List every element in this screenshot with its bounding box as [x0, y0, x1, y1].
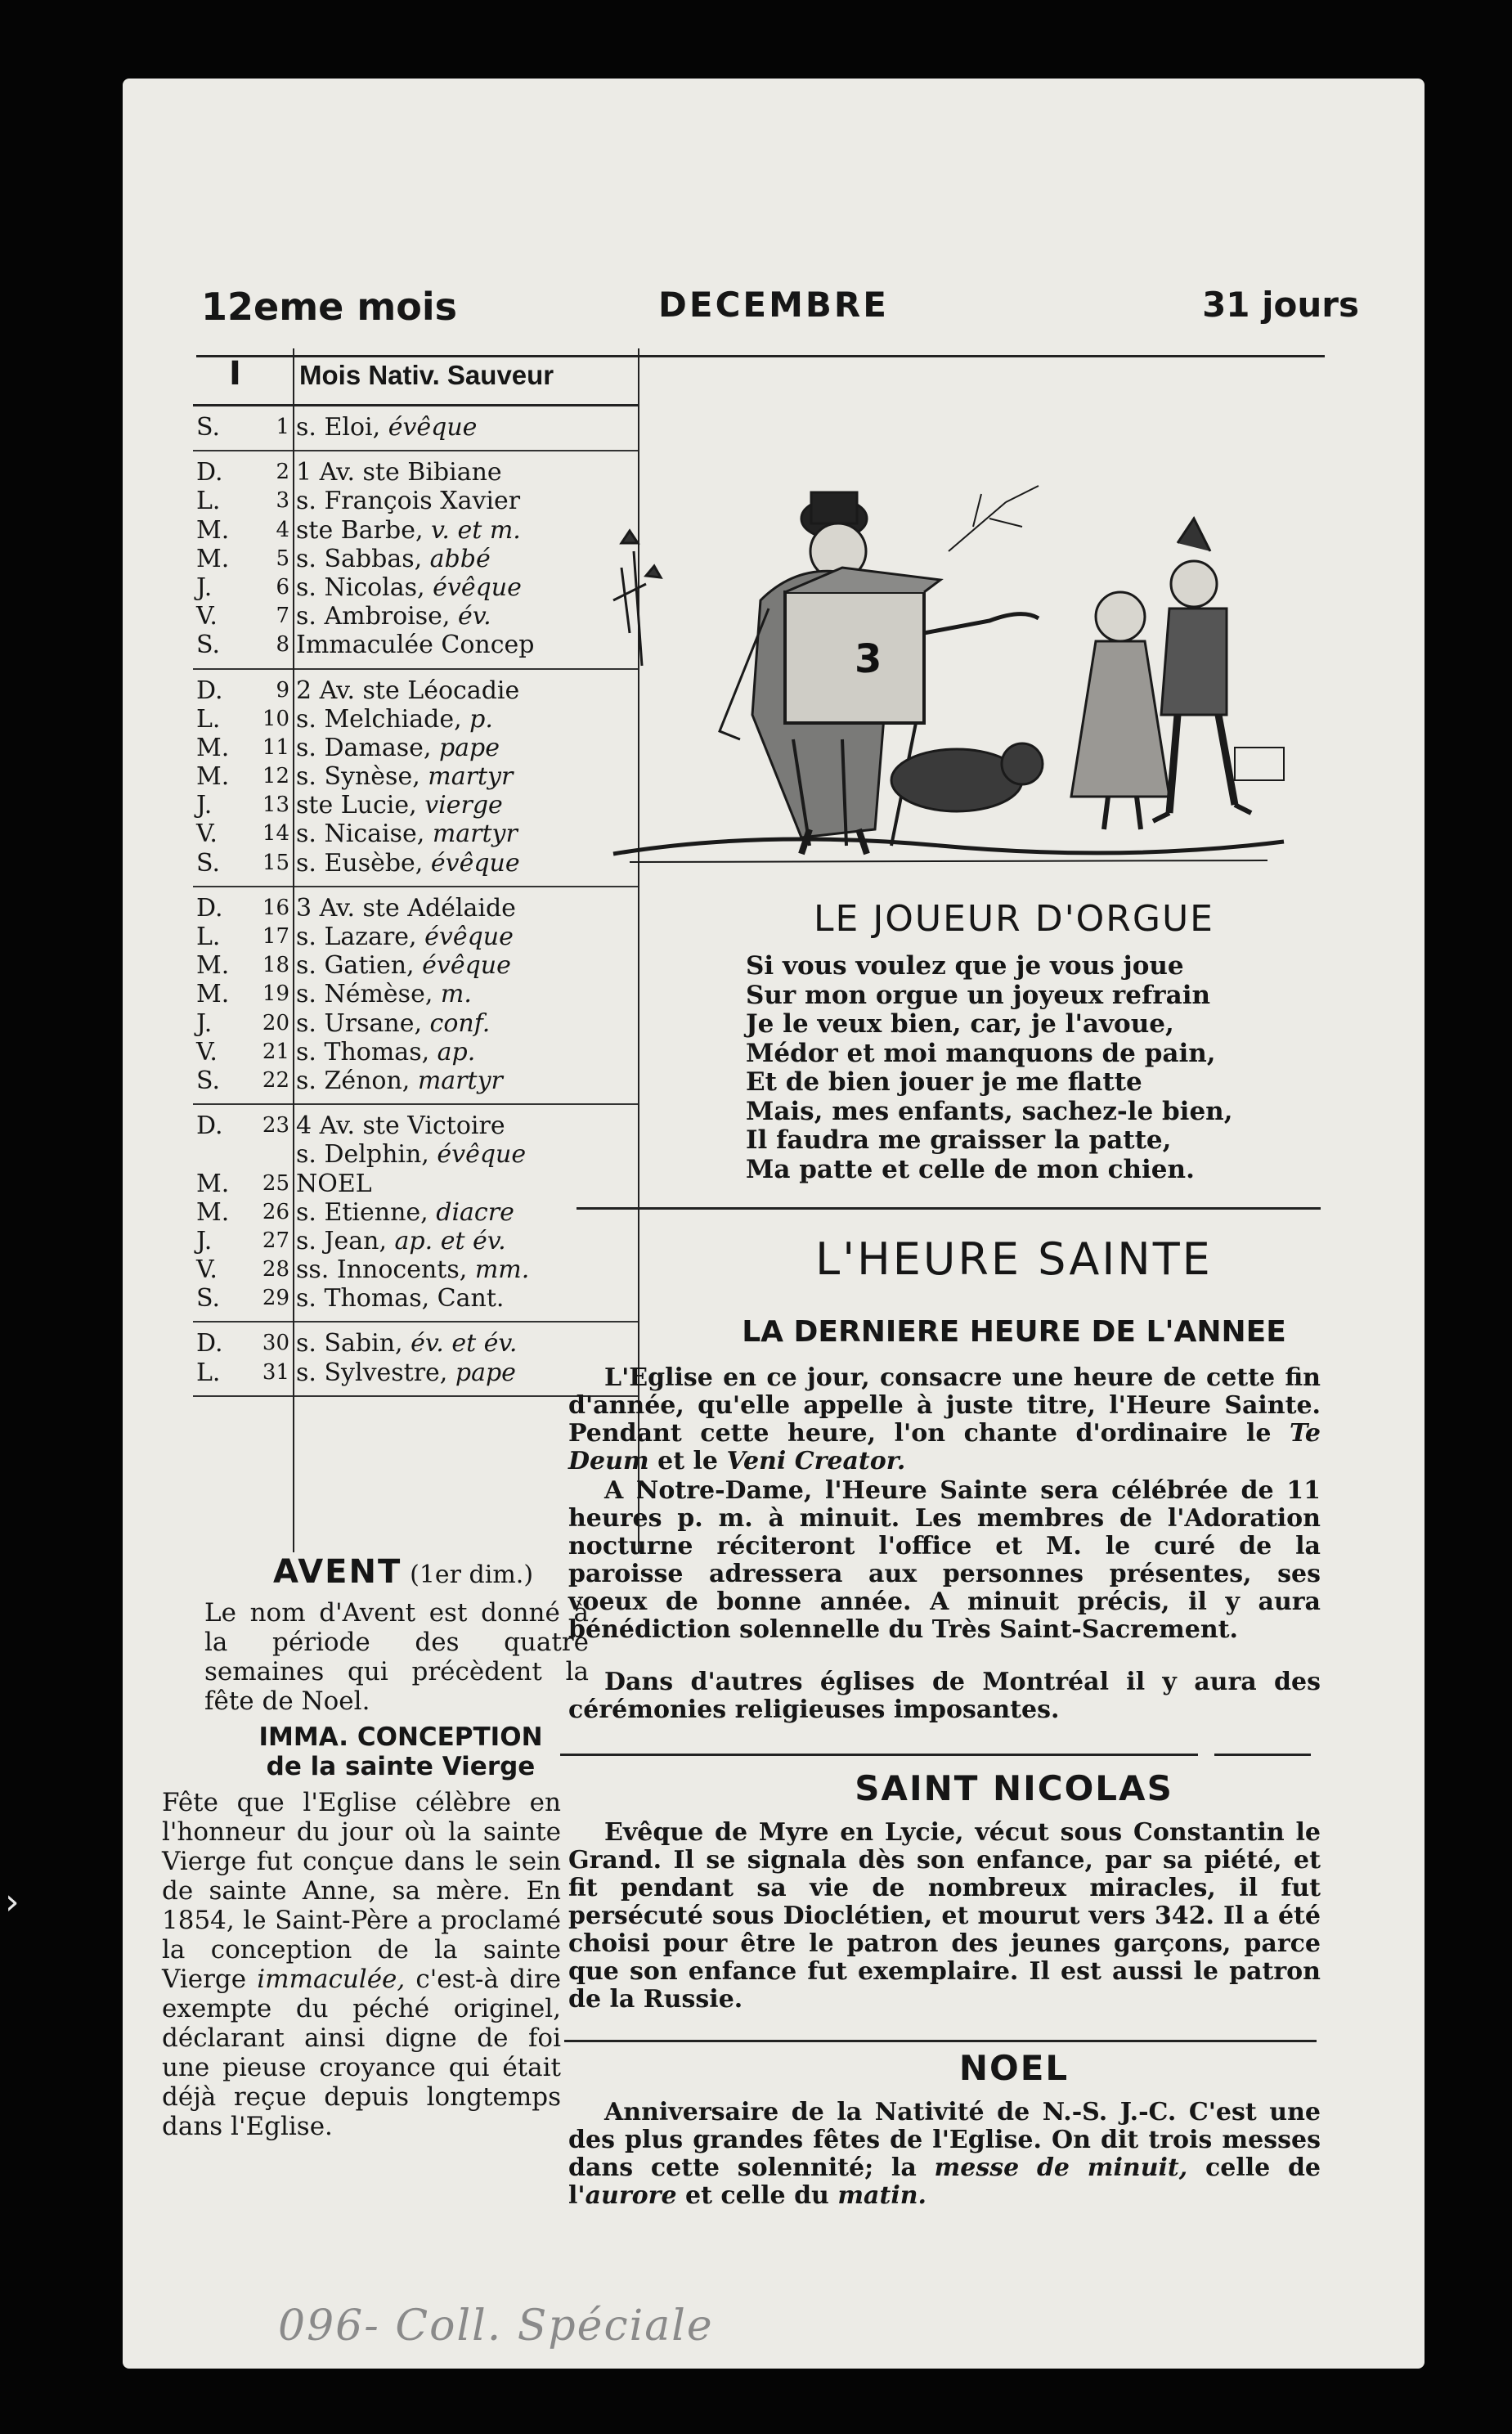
imma-text	[162, 1788, 561, 2141]
saint-name	[296, 820, 518, 848]
weekday-letter: L.	[196, 923, 221, 951]
day-number: 25	[262, 1170, 289, 1196]
weekday-letter: J.	[196, 1226, 213, 1255]
weekday-letter: D.	[196, 458, 223, 487]
saint-text: s. Melchiade,	[296, 704, 470, 734]
weekday-letter: S.	[196, 631, 221, 660]
saint-name	[296, 1140, 526, 1169]
saint-qualifier: ap.	[437, 1037, 476, 1067]
day-number: 8	[276, 632, 289, 658]
saint-name	[296, 545, 491, 573]
day-number: 22	[262, 1067, 289, 1093]
calendar-row	[193, 516, 639, 545]
nicolas-text: Evêque de Myre en Lycie, vécut sous Constantin le Grand. Il se signala dès son enfance, par sa piété, et fit pendant sa vie de nombreux miracles, il fut persécuté sous Dioclétien, et mourut vers 342. Il a été choisi pour être le patron des jeunes garçons, parce que son enfance fut exemplaire. Il est aussi le patron de la Russie.	[568, 1818, 1321, 2014]
month-number: 12eme mois	[201, 285, 458, 329]
saint-qualifier: diacre	[436, 1197, 514, 1227]
calendar-row	[193, 458, 639, 487]
weekday-letter: M.	[196, 733, 230, 762]
heure-p1-veni: Veni Creator.	[726, 1447, 906, 1475]
saint-name	[296, 1038, 475, 1067]
weekday-letter: L.	[196, 487, 221, 516]
noel-text-a: Anniversaire de la Nativité de N.-S. J.-C. C'est une des plus grandes fêtes de l'Eglise. On dit trois messes dans cette solennité; la	[568, 2098, 1321, 2182]
avent-title: AVENT	[272, 1553, 402, 1591]
saint-qualifier: martyr	[417, 1066, 503, 1095]
heure-subtitle: LA DERNIERE HEURE DE L'ANNEE	[742, 1315, 1286, 1349]
saint-text: ste Barbe,	[296, 515, 432, 545]
saint-name	[296, 894, 516, 923]
day-number: 5	[276, 546, 289, 571]
saint-qualifier: pape	[438, 733, 500, 762]
calendar-week	[193, 1105, 639, 1323]
calendar-row	[193, 1067, 639, 1095]
saint-name	[296, 980, 472, 1008]
weekday-letter: M.	[196, 980, 230, 1009]
saint-text: s. Nicolas,	[296, 573, 433, 602]
calendar-header	[193, 348, 639, 406]
saint-name	[296, 923, 514, 951]
calendar-row	[193, 413, 639, 442]
saint-text: 3 Av. ste Adélaide	[296, 893, 516, 923]
calendar-row	[193, 573, 639, 602]
saint-name	[296, 1284, 504, 1313]
weekday-letter: V.	[196, 1037, 218, 1067]
calendar-header-right: Mois Nativ. Sauveur	[299, 360, 554, 390]
saint-qualifier: évêque	[422, 951, 511, 981]
nicolas-rule	[564, 2040, 1317, 2042]
saint-qualifier: martyr	[428, 762, 514, 792]
heure-title: L'HEURE SAINTE	[815, 1233, 1213, 1285]
weekday-letter: M.	[196, 1169, 230, 1198]
saint-name	[296, 458, 502, 487]
saint-text: s. Sylvestre,	[296, 1358, 455, 1387]
saint-qualifier: évêque	[424, 923, 514, 951]
calendar-row	[193, 734, 639, 762]
heure-rule-short	[1214, 1754, 1311, 1756]
saint-name	[296, 734, 500, 762]
calendar-row	[193, 762, 639, 791]
heure-p1-te-deum: Te Deum	[568, 1419, 1321, 1475]
day-number: 20	[262, 1010, 289, 1035]
weekday-letter: S.	[196, 413, 221, 442]
calendar-row	[193, 545, 639, 573]
weekday-letter: S.	[196, 1066, 221, 1095]
saint-name	[296, 1111, 505, 1140]
day-number: 10	[262, 706, 289, 731]
saint-text: s. Zénon,	[296, 1066, 418, 1095]
saint-name	[296, 849, 520, 878]
saint-name	[296, 1358, 516, 1387]
noel-text	[568, 2099, 1321, 2210]
saint-text: s. Ambroise,	[296, 602, 459, 631]
noel-text-b: celle de l'	[568, 2153, 1321, 2210]
noel-title: NOEL	[958, 2048, 1070, 2088]
weekday-letter: D.	[196, 676, 223, 705]
poem-line: Mais, mes enfants, sachez-le bien,	[746, 1096, 1233, 1126]
organ-number: 3	[855, 636, 882, 682]
saint-text: s. Delphin,	[296, 1140, 437, 1170]
day-number: 13	[262, 793, 289, 818]
weekday-letter: S.	[196, 1284, 221, 1314]
edge-arrow-icon: ›	[5, 1881, 20, 1923]
saint-name	[296, 516, 521, 545]
calendar-divider	[293, 348, 294, 1552]
day-number: 30	[262, 1331, 289, 1356]
calendar-row	[193, 1170, 639, 1198]
weekday-letter: J.	[196, 573, 213, 602]
saint-name	[296, 1227, 506, 1255]
poem-line: Si vous voulez que je vous joue	[746, 951, 1184, 981]
imma-heading	[180, 1722, 621, 1781]
saint-name	[296, 631, 535, 659]
saint-text: 2 Av. ste Léocadie	[296, 676, 520, 705]
day-number: 6	[276, 574, 289, 600]
weekday-letter: D.	[196, 1111, 223, 1141]
calendar-row	[193, 487, 639, 515]
day-number: 11	[262, 734, 289, 760]
noel-text-aurore: aurore	[585, 2181, 677, 2210]
imma-subtitle: de la sainte Vierge	[266, 1752, 536, 1781]
calendar-week	[193, 406, 639, 451]
heure-p1-b: et le	[648, 1447, 727, 1475]
saint-name	[296, 1067, 503, 1095]
saint-text: s. Sabin,	[296, 1329, 411, 1358]
saint-text: s. Jean,	[296, 1226, 395, 1255]
saint-text: s. Lazare,	[296, 923, 425, 951]
saint-name	[296, 1170, 372, 1198]
noel-text-minuit: messe de minuit,	[934, 2153, 1188, 2182]
saint-qualifier: ap. et év.	[394, 1226, 506, 1255]
saint-name	[296, 487, 520, 515]
month-title: DECEMBRE	[658, 285, 889, 325]
day-number: 1	[276, 415, 289, 439]
calendar-row	[193, 980, 639, 1008]
saint-text: s. Sabbas,	[296, 544, 430, 573]
saint-text: ste Lucie,	[296, 791, 425, 820]
orgue-rule	[577, 1207, 1321, 1210]
calendar-row	[193, 849, 639, 878]
saint-text: s. Eusèbe,	[296, 848, 431, 878]
weekday-letter: M.	[196, 1197, 230, 1227]
day-number: 17	[262, 924, 289, 949]
saint-name	[296, 1198, 514, 1227]
saint-qualifier: p.	[469, 704, 493, 734]
imma-text-italic: immaculée,	[257, 1965, 406, 1994]
saint-text: 4 Av. ste Victoire	[296, 1111, 505, 1141]
day-number: 18	[262, 953, 289, 978]
day-number: 9	[276, 677, 289, 703]
saint-text: s. Synèse,	[296, 762, 428, 792]
handwritten-note: 096- Coll. Spéciale	[278, 2302, 714, 2351]
weekday-letter: M.	[196, 544, 230, 573]
saint-qualifier: abbé	[429, 544, 491, 573]
weekday-letter: V.	[196, 1255, 218, 1285]
saint-qualifier: évêque	[437, 1140, 527, 1170]
saint-name	[296, 602, 491, 631]
calendar-row	[193, 676, 639, 705]
weekday-letter: L.	[196, 704, 221, 734]
day-number: 29	[262, 1286, 289, 1311]
saint-text: s. Gatien,	[296, 951, 423, 981]
saint-qualifier: v. et m.	[431, 515, 521, 545]
saint-text: s. Etienne,	[296, 1197, 437, 1227]
calendar-row	[193, 1009, 639, 1038]
saint-name	[296, 705, 493, 734]
weekday-letter: D.	[196, 1329, 223, 1358]
calendar-row	[193, 1038, 639, 1067]
day-number: 2	[276, 460, 289, 485]
weekday-letter: D.	[196, 893, 223, 923]
calendar-row	[193, 791, 639, 820]
day-number: 31	[262, 1359, 289, 1385]
saint-name	[296, 676, 519, 705]
noel-text-c: et celle du	[676, 2181, 838, 2210]
saint-qualifier: conf.	[429, 1008, 491, 1038]
saint-name	[296, 1255, 529, 1284]
weekday-letter: J.	[196, 791, 213, 820]
imma-text-a: Fête que l'Eglise célèbre en l'honneur du jour où la sainte Vierge fut conçue dans le sein de sainte Anne, sa mère. En 1854, le Saint-Père a proclamé la conception de la sainte Vierge	[162, 1788, 561, 1994]
day-number: 15	[262, 850, 289, 875]
weekday-letter: M.	[196, 515, 230, 545]
saint-qualifier: évêque	[430, 848, 520, 878]
day-number: 28	[262, 1257, 289, 1282]
poem-line: Il faudra me graisser la patte,	[746, 1125, 1172, 1155]
avent-subtitle: (1er dim.)	[410, 1561, 534, 1589]
calendar-week	[193, 670, 639, 887]
saint-text: s. Ursane,	[296, 1008, 430, 1038]
saint-qualifier: év.	[458, 602, 491, 631]
saint-text: ss. Innocents,	[296, 1255, 475, 1285]
scanned-page	[123, 79, 1425, 2369]
saint-text: s. Nicaise,	[296, 820, 433, 849]
calendar-row	[193, 820, 639, 848]
saint-text: Immaculée Concep	[296, 631, 535, 660]
saint-name	[296, 791, 503, 820]
day-number: 26	[262, 1199, 289, 1224]
saint-qualifier: m.	[440, 980, 472, 1009]
day-number: 3	[276, 488, 289, 514]
day-number: 7	[276, 604, 289, 629]
saint-text: s. Thomas, Cant.	[296, 1284, 505, 1314]
saint-name	[296, 1009, 490, 1038]
saint-qualifier: pape	[455, 1358, 516, 1387]
weekday-letter: M.	[196, 762, 230, 792]
saint-name	[296, 951, 511, 980]
days-count: 31 jours	[1202, 285, 1359, 325]
poem-line: Je le veux bien, car, je l'avoue,	[746, 1009, 1174, 1039]
poem-line: Et de bien jouer je me flatte	[746, 1067, 1142, 1097]
day-number: 16	[262, 895, 289, 920]
calendar-row	[193, 1284, 639, 1313]
calendar-header-left: I	[229, 355, 241, 393]
saint-text: s. Thomas,	[296, 1037, 437, 1067]
day-number: 4	[276, 517, 289, 542]
saint-name	[296, 762, 513, 791]
day-number: 23	[262, 1113, 289, 1138]
day-number: 27	[262, 1228, 289, 1253]
saint-text: s. Eloi,	[296, 413, 388, 442]
saint-qualifier: martyr	[432, 820, 518, 849]
weekday-letter: M.	[196, 951, 230, 981]
saint-qualifier: évêque	[388, 413, 478, 442]
saint-qualifier: év. et év.	[411, 1329, 518, 1358]
saint-qualifier: évêque	[433, 573, 522, 602]
calendar-row	[193, 631, 639, 659]
saint-qualifier: mm.	[474, 1255, 530, 1285]
poem-line: Ma patte et celle de mon chien.	[746, 1154, 1195, 1184]
day-number: 14	[262, 821, 289, 847]
saint-text: 1 Av. ste Bibiane	[296, 458, 502, 487]
saint-text: s. Némèse,	[296, 980, 441, 1009]
poem-line: Sur mon orgue un joyeux refrain	[746, 980, 1211, 1010]
heure-paragraph-3: Dans d'autres églises de Montréal il y aura des cérémonies religieuses imposantes.	[568, 1668, 1321, 1724]
weekday-letter: V.	[196, 820, 218, 849]
imma-title: IMMA. CONCEPTION	[258, 1722, 543, 1752]
heure-paragraph-1	[568, 1364, 1321, 1475]
calendar-row	[193, 602, 639, 631]
heure-rule	[560, 1754, 1198, 1756]
saint-text: s. Damase,	[296, 733, 439, 762]
saint-name	[296, 413, 477, 442]
organ-grinder-illustration	[597, 469, 1292, 878]
nicolas-title: SAINT NICOLAS	[855, 1768, 1173, 1808]
saint-text: s. François Xavier	[296, 487, 521, 516]
weekday-letter: S.	[196, 848, 221, 878]
calendar-row	[193, 705, 639, 734]
heure-p1-a: L'Eglise en ce jour, consacre une heure de cette fin d'année, qu'elle appelle à juste titre, l'Heure Sainte. Pendant cette heure, l'on chante d'ordinaire le	[568, 1363, 1321, 1448]
calendar-week	[193, 451, 639, 669]
noel-text-matin: matin.	[837, 2181, 927, 2210]
day-number: 19	[262, 981, 289, 1007]
weekday-letter: J.	[196, 1008, 213, 1038]
saint-qualifier: vierge	[424, 791, 503, 820]
heure-paragraph-2: A Notre-Dame, l'Heure Sainte sera célébrée de 11 heures p. m. à minuit. Les membres de l'Adoration nocturne réciteront l'office et M. le curé de la paroisse adressera aux personnes présentes, ses voeux de bonne année. A minuit précis, il y aura bénédiction solennelle du Très Saint-Sacrement.	[568, 1476, 1321, 1644]
calendar-row	[193, 1140, 639, 1169]
poem-line: Médor et moi manquons de pain,	[746, 1038, 1216, 1068]
calendar-row	[193, 1198, 639, 1227]
orgue-title: LE JOUEUR D'ORGUE	[814, 898, 1214, 940]
saint-name	[296, 573, 522, 602]
orgue-poem	[746, 952, 1233, 1184]
weekday-letter: V.	[196, 602, 218, 631]
day-number: 21	[262, 1039, 289, 1064]
avent-text: Le nom d'Avent est donné à la période des quatre semaines qui précèdent la fête de Noel.	[204, 1598, 589, 1716]
imma-text-b: c'est-à dire exempte du péché originel, déclarant ainsi digne de foi une pieuse croyance qui était déjà reçue depuis longtemps dans l'Eglise.	[162, 1965, 562, 2141]
saint-name	[296, 1329, 517, 1358]
calendar-row	[193, 1111, 639, 1140]
saint-text: NOEL	[296, 1169, 372, 1198]
calendar-row	[193, 951, 639, 980]
day-number: 12	[262, 764, 289, 789]
weekday-letter: L.	[196, 1358, 221, 1387]
